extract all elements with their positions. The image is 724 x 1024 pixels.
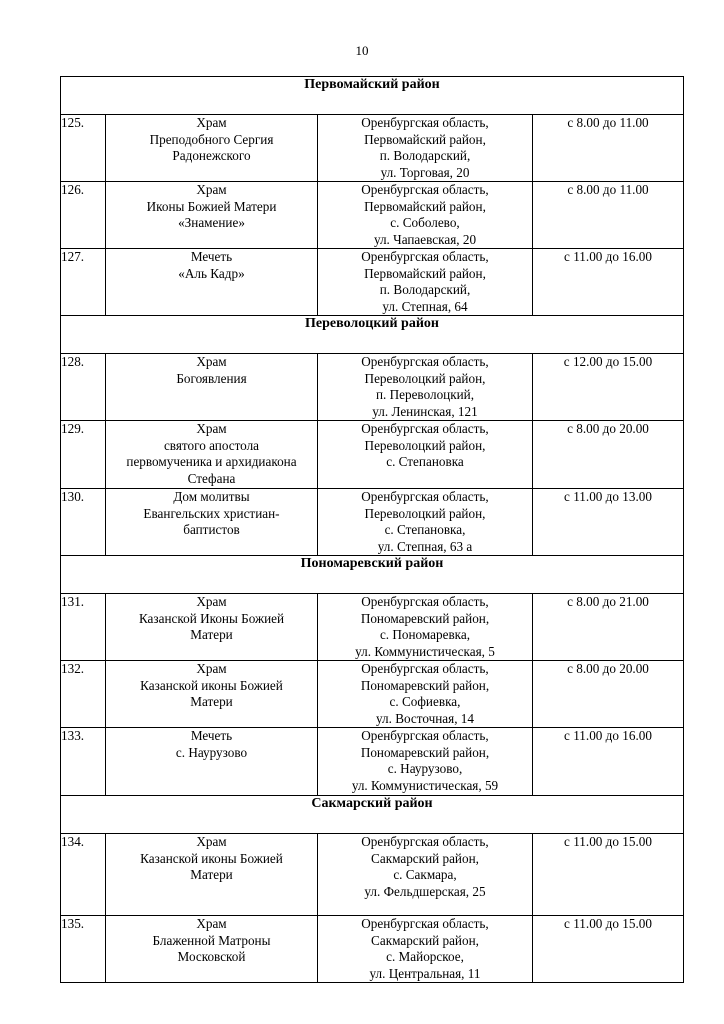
- table-row: [61, 115, 684, 182]
- row-number: 133.: [61, 728, 106, 796]
- section-header-row: [61, 796, 684, 834]
- row-number: 125.: [61, 115, 106, 182]
- row-number: 127.: [61, 249, 106, 316]
- section-title: Переволоцкий район: [61, 316, 684, 354]
- text-line: Евангельских христиан-: [143, 505, 280, 521]
- table-row: [61, 421, 684, 489]
- row-number: 129.: [61, 421, 106, 489]
- object-name-cell: [106, 661, 318, 728]
- text-line: ул. Торговая, 20: [380, 164, 470, 180]
- row-number: 132.: [61, 661, 106, 728]
- text-line: Оренбургская область,: [361, 916, 489, 931]
- text-line: Пономаревский район,: [360, 677, 490, 693]
- working-hours-cell: с 12.00 до 15.00: [533, 354, 684, 421]
- row-number: 128.: [61, 354, 106, 421]
- object-name-cell: [106, 182, 318, 249]
- table-row: [61, 916, 684, 983]
- text-line: Храм: [196, 661, 227, 676]
- address-cell: [318, 489, 533, 556]
- table-row: [61, 354, 684, 421]
- text-line: с. Степановка: [386, 454, 464, 469]
- text-line: Сакмарский район,: [371, 850, 479, 866]
- text-line: ул. Центральная, 11: [369, 965, 481, 981]
- text-line: ул. Фельдшерская, 25: [364, 883, 486, 899]
- text-line: ул. Степная, 64: [382, 298, 468, 314]
- worship-places-table: [60, 76, 684, 983]
- section-header-row: [61, 316, 684, 354]
- address-cell: [318, 182, 533, 249]
- text-line: Радонежского: [172, 148, 251, 163]
- text-line: Переволоцкий район,: [364, 437, 486, 453]
- text-line: Оренбургская область,: [361, 421, 489, 436]
- text-line: «Знамение»: [178, 215, 245, 230]
- text-line: Храм: [196, 594, 227, 609]
- text-line: Храм: [196, 916, 227, 931]
- section-header-row: [61, 556, 684, 594]
- working-hours-cell: с 11.00 до 16.00: [533, 249, 684, 316]
- text-line: Сакмарский район,: [371, 932, 479, 948]
- text-line: первомученика и архидиакона: [126, 454, 297, 469]
- text-line: с. Пономаревка,: [379, 627, 471, 642]
- text-line: Мечеть: [190, 728, 233, 743]
- text-line: Оренбургская область,: [361, 249, 489, 264]
- table-row: [61, 661, 684, 728]
- working-hours-cell: с 11.00 до 16.00: [533, 728, 684, 796]
- text-line: Оренбургская область,: [361, 594, 489, 609]
- row-number: 126.: [61, 182, 106, 249]
- object-name-cell: [106, 354, 318, 421]
- section-title: Сакмарский район: [61, 796, 684, 834]
- text-line: п. Переволоцкий,: [375, 387, 475, 402]
- text-line: п. Володарский,: [379, 282, 471, 297]
- text-line: с. Наурузово: [175, 744, 248, 760]
- section-header-row: [61, 77, 684, 115]
- text-line: Оренбургская область,: [361, 834, 489, 849]
- row-number: 131.: [61, 594, 106, 661]
- working-hours-cell: с 8.00 до 20.00: [533, 661, 684, 728]
- object-name-cell: [106, 249, 318, 316]
- text-line: ул. Восточная, 14: [376, 710, 474, 726]
- text-line: баптистов: [183, 522, 240, 537]
- page-number: 10: [355, 43, 369, 58]
- row-number: 130.: [61, 489, 106, 556]
- address-cell: [318, 916, 533, 983]
- object-name-cell: [106, 916, 318, 983]
- text-line: с. Сакмара,: [393, 867, 457, 882]
- address-cell: [318, 834, 533, 916]
- text-line: Стефана: [187, 470, 236, 486]
- address-cell: [318, 661, 533, 728]
- address-cell: [318, 354, 533, 421]
- text-line: Преподобного Сергия: [149, 131, 274, 147]
- text-line: Первомайский район,: [364, 265, 486, 281]
- text-line: Иконы Божией Матери: [146, 198, 277, 214]
- address-cell: [318, 594, 533, 661]
- object-name-cell: [106, 594, 318, 661]
- text-line: Богоявления: [176, 370, 247, 386]
- text-line: ул. Степная, 63 а: [377, 538, 473, 554]
- working-hours-cell: с 11.00 до 15.00: [533, 916, 684, 983]
- text-line: «Аль Кадр»: [178, 265, 245, 281]
- text-line: ул. Коммунистическая, 59: [351, 777, 499, 793]
- text-line: с. Майорское,: [386, 949, 464, 964]
- text-line: Оренбургская область,: [361, 728, 489, 743]
- text-line: Оренбургская область,: [361, 182, 489, 197]
- text-line: с. Степановка,: [384, 522, 466, 537]
- address-cell: [318, 115, 533, 182]
- text-line: Оренбургская область,: [361, 354, 489, 369]
- row-number: 135.: [61, 916, 106, 983]
- text-line: Казанской иконы Божией: [140, 850, 283, 866]
- text-line: Блаженной Матроны: [152, 932, 271, 948]
- text-line: Матери: [190, 694, 233, 709]
- text-line: Казанской Иконы Божией: [138, 610, 285, 626]
- text-line: Оренбургская область,: [361, 661, 489, 676]
- text-line: Переволоцкий район,: [364, 505, 486, 521]
- text-line: с. Соболево,: [390, 215, 460, 230]
- text-line: Переволоцкий район,: [364, 370, 486, 386]
- text-line: ул. Ленинская, 121: [372, 403, 478, 419]
- working-hours-cell: с 11.00 до 13.00: [533, 489, 684, 556]
- text-line: Московской: [177, 949, 246, 964]
- text-line: с. Наурузово,: [387, 761, 463, 776]
- text-line: ул. Коммунистическая, 5: [355, 643, 495, 659]
- text-line: Казанской иконы Божией: [140, 677, 283, 693]
- text-line: Первомайский район,: [364, 131, 486, 147]
- text-line: Храм: [196, 115, 227, 130]
- working-hours-cell: с 11.00 до 15.00: [533, 834, 684, 916]
- address-cell: [318, 249, 533, 316]
- table-body: [61, 77, 684, 983]
- text-line: Матери: [190, 867, 233, 882]
- text-line: Оренбургская область,: [361, 489, 489, 504]
- table-row: [61, 489, 684, 556]
- table-row: [61, 182, 684, 249]
- object-name-cell: [106, 834, 318, 916]
- table-row: [61, 594, 684, 661]
- object-name-cell: [106, 728, 318, 796]
- text-line: Пономаревский район,: [360, 610, 490, 626]
- section-title: Первомайский район: [61, 77, 684, 115]
- object-name-cell: [106, 489, 318, 556]
- object-name-cell: [106, 421, 318, 489]
- text-line: ул. Чапаевская, 20: [373, 231, 477, 247]
- section-title: Пономаревский район: [61, 556, 684, 594]
- address-cell: [318, 421, 533, 489]
- text-line: Храм: [196, 182, 227, 197]
- working-hours-cell: с 8.00 до 11.00: [533, 182, 684, 249]
- working-hours-cell: с 8.00 до 11.00: [533, 115, 684, 182]
- working-hours-cell: с 8.00 до 21.00: [533, 594, 684, 661]
- table-row: [61, 834, 684, 916]
- object-name-cell: [106, 115, 318, 182]
- text-line: Оренбургская область,: [361, 115, 489, 130]
- text-line: п. Володарский,: [379, 148, 471, 163]
- text-line: Храм: [196, 421, 227, 436]
- text-line: Матери: [190, 627, 233, 642]
- text-line: Первомайский район,: [364, 198, 486, 214]
- working-hours-cell: с 8.00 до 20.00: [533, 421, 684, 489]
- text-line: Храм: [196, 354, 227, 369]
- text-line: Храм: [196, 834, 227, 849]
- text-line: святого апостола: [163, 437, 260, 453]
- text-line: Мечеть: [190, 249, 233, 264]
- row-number: 134.: [61, 834, 106, 916]
- text-line: Дом молитвы: [173, 489, 250, 504]
- text-line: Пономаревский район,: [360, 744, 490, 760]
- table-row: [61, 728, 684, 796]
- address-cell: [318, 728, 533, 796]
- text-line: с. Софиевка,: [389, 694, 461, 709]
- table-row: [61, 249, 684, 316]
